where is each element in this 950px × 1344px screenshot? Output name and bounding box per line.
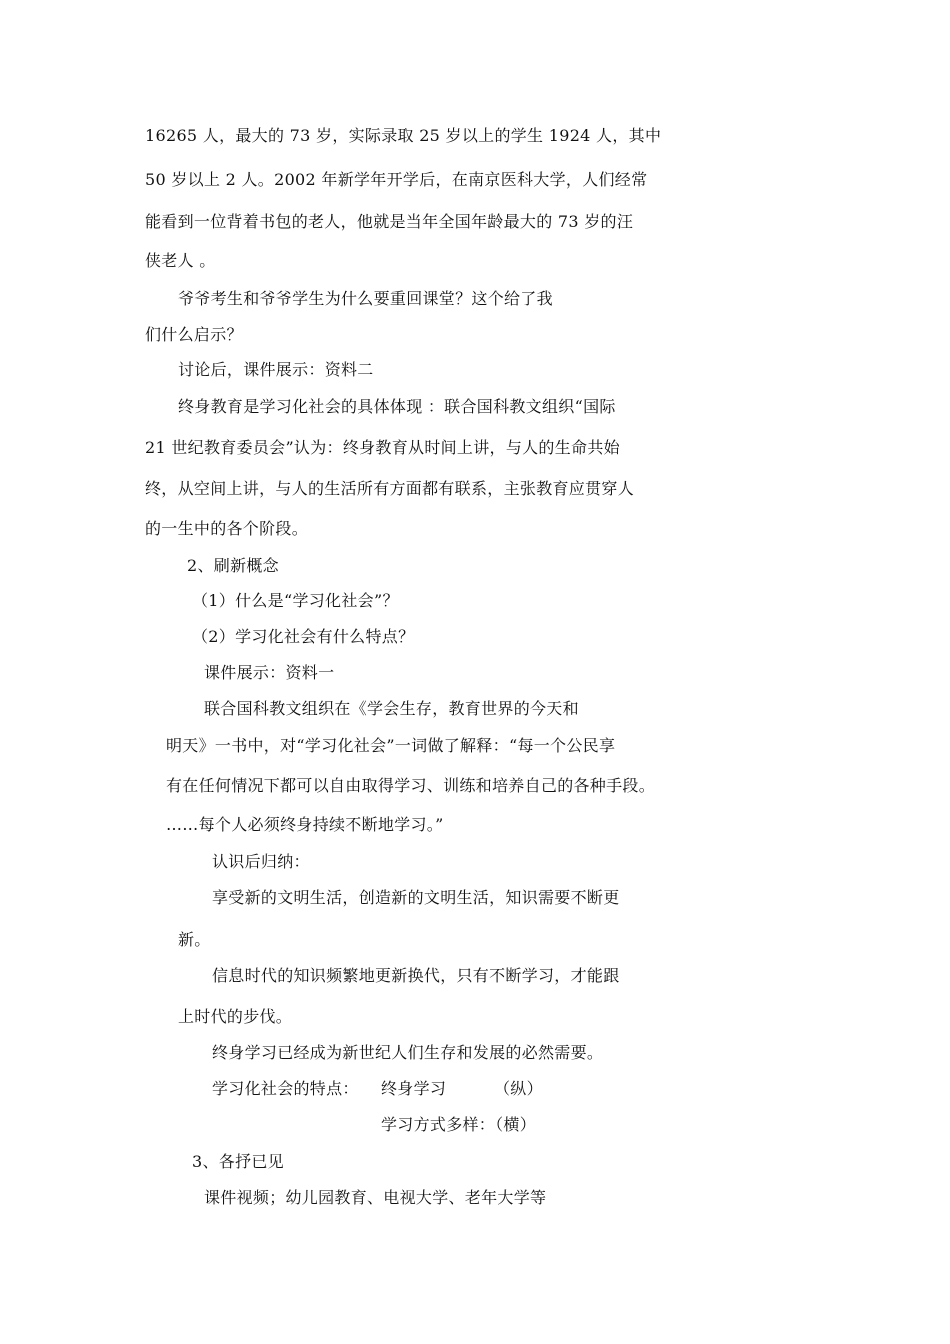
material2-line-4: 的一生中的各个阶段。 [145, 519, 309, 538]
paragraph-line-2: 50 岁以上 2 人。2002 年新学年开学后，在南京医科大学，人们经常 [145, 170, 648, 189]
question-line-1: 爷爷考生和爷爷学生为什么要重回课堂？这个给了我 [178, 289, 553, 308]
material1-label: 课件展示：资料一 [204, 663, 335, 682]
discussion-line: 讨论后，课件展示：资料二 [178, 360, 374, 379]
feature-lifelong: 终身学习 [381, 1079, 447, 1098]
summary-point2-line-1: 信息时代的知识频繁地更新换代，只有不断学习，才能跟 [212, 966, 620, 985]
section-heading-2: 2、刷新概念 [187, 556, 279, 575]
summary-point2-line-2: 上时代的步伐。 [178, 1007, 293, 1026]
material1-line-2: 明天》一书中，对“学习化社会”一词做了解释：“每一个公民享 [166, 736, 616, 755]
material1-line-1: 联合国科教文组织在《学会生存，教育世界的今天和 [204, 699, 579, 718]
feature-diverse: 学习方式多样：（横） [381, 1115, 537, 1134]
material1-line-3: 有在任何情况下都可以自由取得学习、训练和培养自己的各种手段。 [166, 776, 656, 795]
question-line-2: 们什么启示？ [145, 325, 243, 344]
sub-question-2: （2）学习化社会有什么特点？ [192, 627, 415, 646]
material1-line-4: ……每个人必须终身持续不断地学习。” [166, 815, 444, 834]
summary-point1-line-2: 新。 [178, 930, 211, 949]
paragraph-line-1: 16265 人，最大的 73 岁，实际录取 25 岁以上的学生 1924 人，其中 [145, 126, 662, 145]
material2-line-3: 终，从空间上讲，与人的生活所有方面都有联系，主张教育应贯穿人 [145, 479, 635, 498]
material2-line-2: 21 世纪教育委员会”认为：终身教育从时间上讲，与人的生命共始 [145, 438, 620, 457]
section-heading-3: 3、各抒已见 [192, 1152, 284, 1171]
paragraph-line-3: 能看到一位背着书包的老人，他就是当年全国年龄最大的 73 岁的汪 [145, 212, 634, 231]
video-line: 课件视频；幼儿园教育、电视大学、老年大学等 [204, 1188, 547, 1207]
summary-label: 认识后归纳： [212, 852, 310, 871]
paragraph-line-4: 侠老人 。 [145, 251, 216, 270]
material2-line-1: 终身教育是学习化社会的具体体现 ：联合国科教文组织“国际 [178, 397, 616, 416]
summary-point1-line-1: 享受新的文明生活，创造新的文明生活，知识需要不断更 [212, 888, 620, 907]
sub-question-1: （1）什么是“学习化社会”？ [192, 591, 399, 610]
feature-vertical: （纵） [494, 1079, 543, 1098]
summary-point3: 终身学习已经成为新世纪人们生存和发展的必然需要。 [212, 1043, 604, 1062]
features-label: 学习化社会的特点： [212, 1079, 359, 1098]
